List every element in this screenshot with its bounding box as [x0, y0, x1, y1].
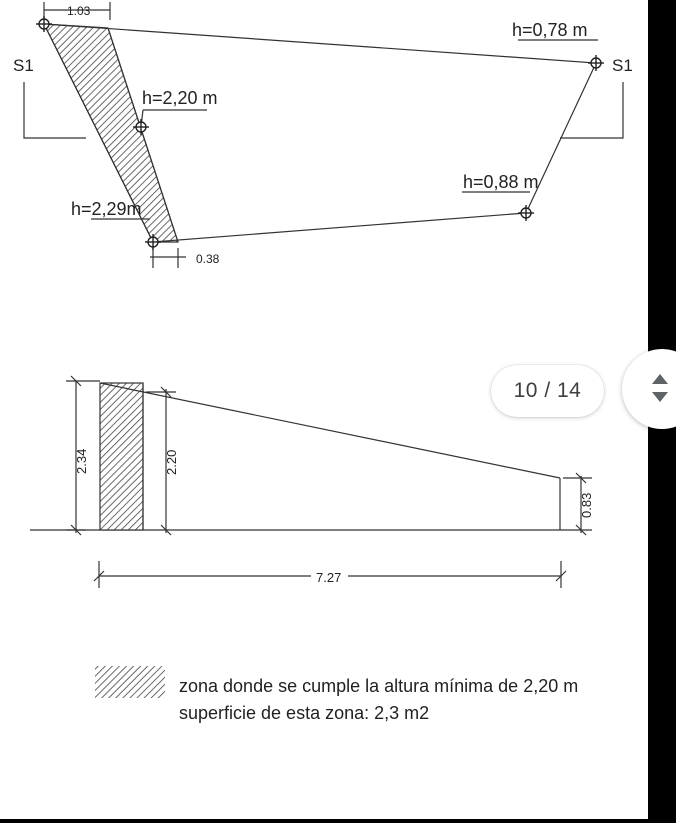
page-indicator: 10 / 14	[491, 365, 604, 417]
section-label-right: S1	[612, 56, 633, 75]
height-label-mid-left: h=2,20 m	[142, 88, 218, 108]
dim-bottom-label: 0.38	[196, 252, 220, 266]
legend	[95, 666, 578, 723]
dim-left-total-label: 2.34	[74, 448, 89, 474]
legend-line-1: zona donde se cumple la altura mínima de 2,20 m	[179, 676, 579, 696]
dim-length-label: 7.27	[316, 570, 342, 585]
plan-view	[24, 2, 623, 268]
section-hatched-zone	[100, 383, 143, 530]
dim-top-label: 1.03	[67, 4, 91, 18]
chevron-down-icon	[652, 392, 668, 402]
height-label-bottom-left: h=2,29m	[71, 199, 142, 219]
dim-left-inner-label: 2.20	[164, 449, 179, 475]
height-label-bottom-right: h=0,88 m	[463, 172, 539, 192]
legend-hatch-swatch	[95, 666, 165, 698]
dim-right-label: 0.83	[579, 492, 594, 518]
bottom-edge-line	[0, 819, 648, 823]
legend-line-2: superficie de esta zona: 2,3 m2	[179, 703, 430, 723]
chevron-up-icon	[652, 374, 668, 384]
section-marker-right	[560, 82, 623, 138]
section-label-left: S1	[13, 56, 34, 75]
height-label-top-right: h=0,78 m	[512, 20, 588, 40]
